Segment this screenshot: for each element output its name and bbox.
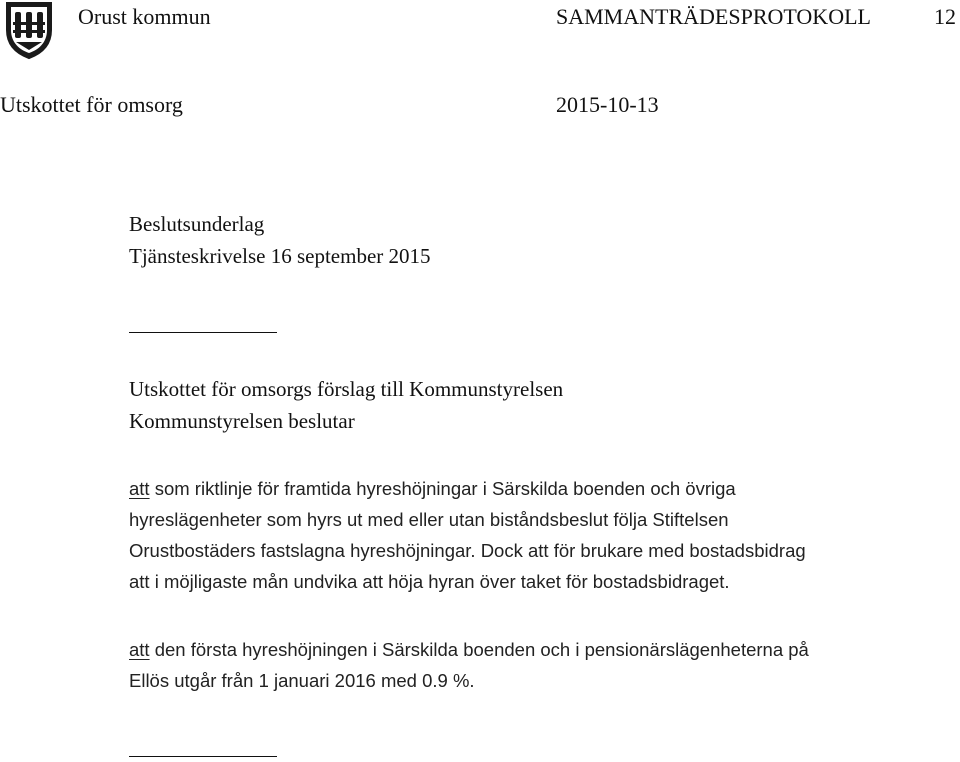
decision-line: Orustbostäders fastslagna hyreshöjningar. Dock att för brukare med bostadsbidrag (129, 540, 806, 561)
proposal-subtitle: Kommunstyrelsen beslutar (129, 409, 355, 433)
decision-keyword: att (129, 639, 150, 660)
document-type: SAMMANTRÄDESPROTOKOLL (556, 4, 871, 29)
decision-keyword: att (129, 478, 150, 499)
basis-item: Tjänsteskrivelse 16 september 2015 (129, 244, 431, 268)
basis-title: Beslutsunderlag (129, 212, 265, 236)
decision-line: att den första hyreshöjningen i Särskilda boenden och i pensionärslägenheterna på (129, 639, 809, 660)
proposal-title: Utskottet för omsorgs förslag till Kommunstyrelsen (129, 377, 564, 401)
committee-name: Utskottet för omsorg (0, 92, 183, 117)
municipality-name: Orust kommun (78, 4, 211, 29)
decision-line: hyreslägenheter som hyrs ut med eller utan biståndsbeslut följa Stiftelsen (129, 509, 729, 530)
decision-line: Ellös utgår från 1 januari 2016 med 0.9 %. (129, 670, 475, 691)
decision-paragraph-2 (129, 634, 939, 696)
section-divider (129, 332, 277, 333)
coat-of-arms-icon (4, 0, 54, 60)
bottom-divider (129, 756, 277, 757)
page-number: 12 (934, 4, 956, 29)
decision-line: att i möjligaste mån undvika att höja hyran över taket för bostadsbidraget. (129, 571, 730, 592)
decision-line: att som riktlinje för framtida hyreshöjningar i Särskilda boenden och övriga (129, 478, 736, 499)
meeting-date: 2015-10-13 (556, 92, 659, 117)
decision-paragraph-1 (129, 473, 939, 597)
